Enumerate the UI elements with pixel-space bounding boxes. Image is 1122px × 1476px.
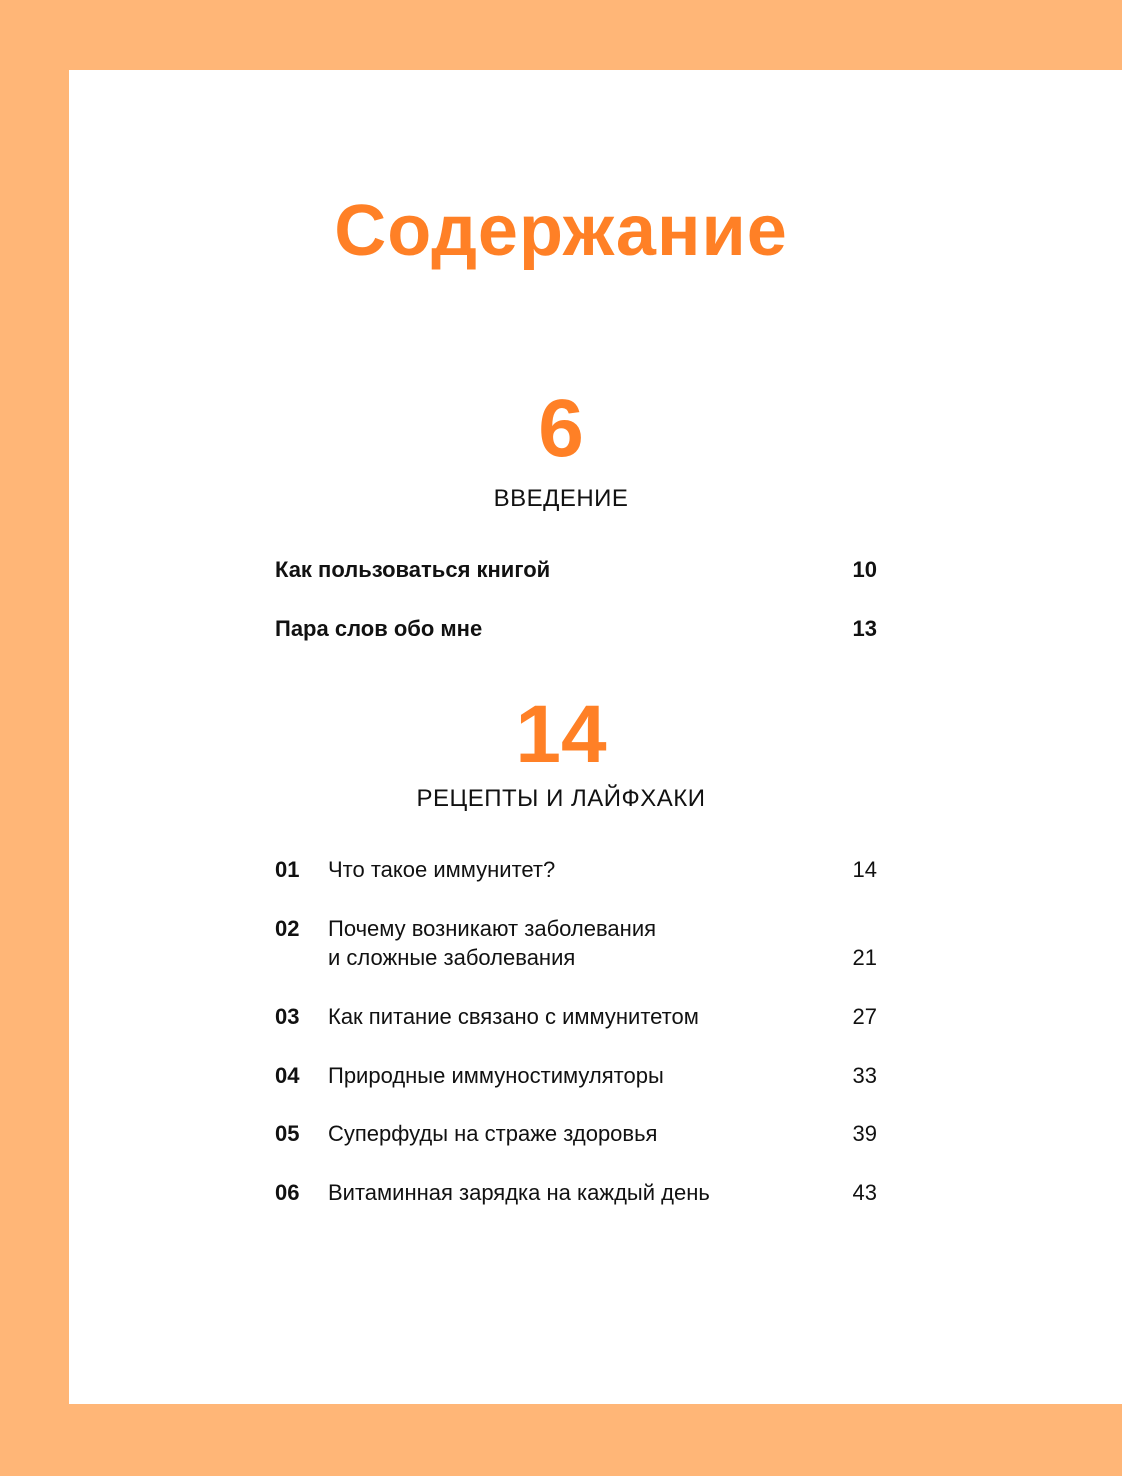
toc-entry-page: 10 [852, 557, 877, 582]
chapter-entry[interactable] [275, 1178, 877, 1207]
toc-entry-label: Пара слов обо мне [275, 616, 483, 641]
toc-entry[interactable] [275, 614, 877, 643]
chapter-title-line: Почему возникают заболевания [328, 916, 657, 941]
chapter-title-line: и сложные заболевания [328, 945, 576, 970]
chapter-entry[interactable] [275, 1002, 877, 1031]
chapter-title-line: Природные иммуностимуляторы [328, 1063, 664, 1088]
section-title-intro: ВВЕДЕНИЕ [493, 485, 629, 512]
chapter-title [328, 1002, 699, 1031]
chapter-number: 04 [275, 1063, 300, 1088]
chapter-number: 05 [275, 1121, 300, 1146]
toc-entry-page: 13 [852, 616, 877, 641]
chapter-page: 39 [852, 1121, 877, 1146]
chapter-page: 27 [852, 1004, 877, 1029]
chapter-entry[interactable] [275, 914, 877, 972]
chapter-entry[interactable] [275, 1119, 877, 1148]
chapter-page: 33 [852, 1063, 877, 1088]
page-title: Содержание [334, 191, 788, 271]
toc-entry[interactable] [275, 555, 877, 584]
chapter-page: 14 [852, 857, 877, 882]
chapter-title [328, 855, 555, 884]
chapter-number: 06 [275, 1180, 300, 1205]
chapter-page: 43 [852, 1180, 877, 1205]
chapter-title-line: Витаминная зарядка на каждый день [328, 1180, 710, 1205]
chapter-page: 21 [852, 945, 877, 970]
chapter-title-line: Что такое иммунитет? [328, 857, 556, 882]
chapter-number: 03 [275, 1004, 300, 1029]
chapter-title [328, 1178, 710, 1207]
chapter-title [328, 1119, 657, 1148]
toc-entry-label: Как пользоваться книгой [275, 557, 551, 582]
section-title-recipes: РЕЦЕПТЫ И ЛАЙФХАКИ [416, 785, 706, 812]
section-page-number-recipes: 14 [515, 689, 607, 780]
chapter-number: 02 [275, 916, 300, 941]
chapter-entry[interactable] [275, 1061, 877, 1090]
chapter-title [328, 1061, 664, 1090]
section-page-number-intro: 6 [538, 383, 584, 474]
chapter-number: 01 [275, 857, 300, 882]
chapter-title-line: Суперфуды на страже здоровья [328, 1121, 658, 1146]
chapter-title [328, 914, 656, 972]
chapter-title-line: Как питание связано с иммунитетом [328, 1004, 699, 1029]
chapter-entry[interactable] [275, 855, 877, 884]
